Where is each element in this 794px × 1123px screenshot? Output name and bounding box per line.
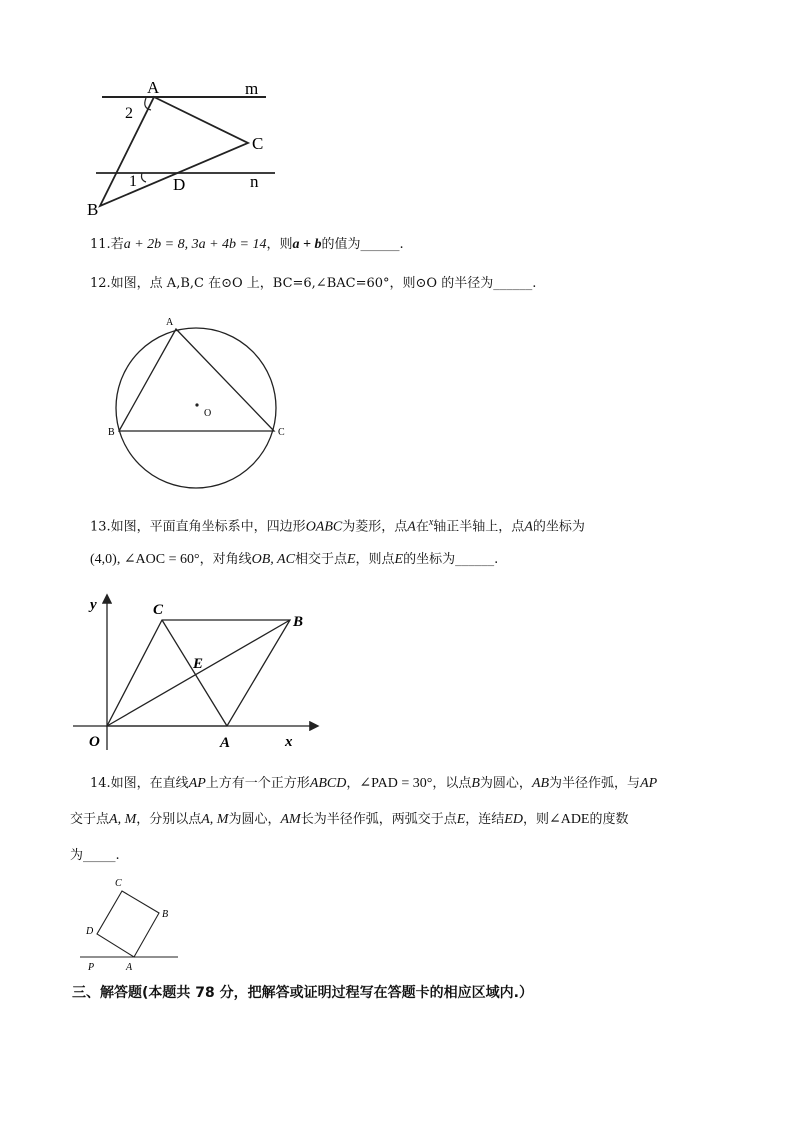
- q14-text-6: 交于点: [70, 812, 110, 827]
- q13-text-1: 13.如图，平面直角坐标系中，四边形: [90, 519, 306, 535]
- q14-text-13: 为: [70, 848, 84, 863]
- circle-center-o: O: [204, 408, 212, 419]
- q14-text-4: 为圆心，: [479, 776, 532, 791]
- center-point: [195, 403, 198, 406]
- q13-x-axis: x: [428, 517, 434, 528]
- rhombus-coordinate-figure: [65, 590, 330, 755]
- q11-middle: ，则: [266, 237, 293, 252]
- square-vertex-a: A: [126, 962, 133, 973]
- parallel-lines-figure: [80, 74, 280, 220]
- question-13-line-1: [90, 514, 585, 536]
- q13-text-6: ，对角线: [199, 552, 252, 567]
- q13-point-e: E: [346, 552, 356, 567]
- q14-square-name: ABCD: [309, 776, 347, 791]
- square-abcd: [97, 891, 159, 957]
- question-14-line-2: [70, 811, 629, 829]
- q13-text-4: 轴正半轴上，点: [433, 519, 525, 535]
- q11-answer-blank[interactable]: ______: [360, 237, 400, 252]
- q14-line-ap-2: AP: [640, 776, 658, 791]
- q13-point-e-2: E: [394, 552, 404, 567]
- line-m-label: m: [245, 79, 259, 98]
- q14-segment-ab: AB: [531, 776, 550, 791]
- vertex-c-label: C: [252, 134, 264, 153]
- vertex-b-label: B: [87, 200, 99, 219]
- q11-number: 11.: [90, 237, 111, 252]
- circle-vertex-b: B: [108, 427, 115, 438]
- q14-angle-pad: ∠PAD = 30°: [359, 776, 433, 791]
- q14-angle-ade: ∠ADE: [548, 812, 590, 827]
- q13-quad-name: OABC: [305, 519, 343, 535]
- q13-diagonals: OB, AC: [251, 552, 295, 567]
- point-e-label: E: [193, 656, 204, 672]
- q13-text-7: 相交于点: [294, 552, 347, 567]
- q12-answer-blank[interactable]: ______: [493, 276, 533, 291]
- point-a-label: A: [220, 735, 231, 751]
- q14-comma: ，: [346, 776, 360, 791]
- angle-2-label: 2: [125, 105, 133, 122]
- line-n-label: n: [250, 172, 259, 191]
- q14-text-10: ，连结: [465, 812, 505, 827]
- q11-condition: a + 2b = 8, 3a + 4b = 14: [123, 237, 267, 252]
- q13-text-3: 在: [415, 519, 429, 535]
- q14-text-7: ，分别以点: [136, 812, 202, 827]
- q13-answer-blank[interactable]: ______: [455, 552, 495, 567]
- q14-points-am: A, M: [109, 812, 137, 827]
- q11-expression: a + b: [292, 237, 322, 252]
- circle-vertex-a: A: [166, 317, 174, 328]
- square-vertex-b: B: [162, 909, 169, 920]
- q14-text-1: 14.如图，在直线: [90, 776, 189, 791]
- question-13-line-2: [90, 551, 498, 569]
- q14-text-5: 为半径作弧，与: [549, 776, 641, 791]
- q13-coordinates: (4,0), ∠AOC = 60°: [90, 552, 200, 567]
- q14-answer-blank[interactable]: _____: [83, 848, 116, 863]
- circle-vertex-c: C: [278, 427, 285, 438]
- q13-point-a-2: A: [524, 519, 533, 535]
- vertex-d-label: D: [173, 175, 186, 194]
- q14-text-11: ，则: [522, 812, 549, 827]
- question-11: [90, 236, 404, 254]
- q14-point-e: E: [456, 812, 466, 827]
- q14-text-3: ，以点: [432, 776, 472, 791]
- q14-text-2: 上方有一个正方形: [205, 776, 310, 791]
- q13-point-a: A: [407, 519, 416, 535]
- q13-text-2: 为菱形，点: [342, 519, 408, 535]
- question-14-line-1: [90, 775, 657, 793]
- q13-text-8: ，则点: [355, 552, 395, 567]
- q11-end: .: [399, 237, 404, 252]
- circle-figure: [100, 310, 300, 490]
- q13-end: .: [494, 552, 499, 567]
- point-b-label: B: [293, 614, 304, 630]
- angle-1-label: 1: [129, 173, 137, 190]
- q14-line-ap: AP: [188, 776, 206, 791]
- q14-points-am-2: A, M: [201, 812, 229, 827]
- q12-text: 12.如图，点 A,B,C 在⊙O 上，BC=6,∠BAC=60°，则⊙O 的半径为: [90, 276, 494, 291]
- q11-suffix: 的值为: [321, 237, 361, 252]
- point-c-label: C: [153, 602, 164, 618]
- q13-text-9: 的坐标为: [403, 552, 456, 567]
- q14-text-9: 长为半径作弧，两弧交于点: [300, 812, 457, 827]
- q11-prefix: 若: [110, 237, 124, 252]
- q14-segment-am: AM: [280, 812, 301, 827]
- triangle-abc-inscribed: [119, 329, 274, 431]
- q12-end: .: [532, 276, 537, 291]
- q14-segment-ed: ED: [504, 812, 523, 827]
- square-figure: [78, 872, 183, 974]
- question-12: [90, 275, 536, 293]
- axis-y-label: y: [90, 597, 97, 613]
- q14-point-b: B: [471, 776, 480, 791]
- square-vertex-c: C: [115, 878, 122, 889]
- square-vertex-d: D: [86, 926, 94, 937]
- vertex-a-label: A: [147, 78, 160, 97]
- diagonal-ac: [162, 620, 227, 726]
- origin-o-label: O: [89, 734, 100, 750]
- q14-text-8: 为圆心，: [228, 812, 281, 827]
- line-point-p: P: [88, 962, 95, 973]
- q13-text-5: 的坐标为: [532, 519, 585, 535]
- question-14-line-3: [70, 847, 120, 865]
- q14-text-12: 的度数: [589, 812, 629, 827]
- q14-end: .: [115, 848, 120, 863]
- angle-1-arc: [142, 173, 147, 182]
- axis-x-label: x: [285, 734, 293, 750]
- section-3-heading: 三、解答题(本题共 78 分，把解答或证明过程写在答题卡的相应区域内.）: [72, 985, 533, 1001]
